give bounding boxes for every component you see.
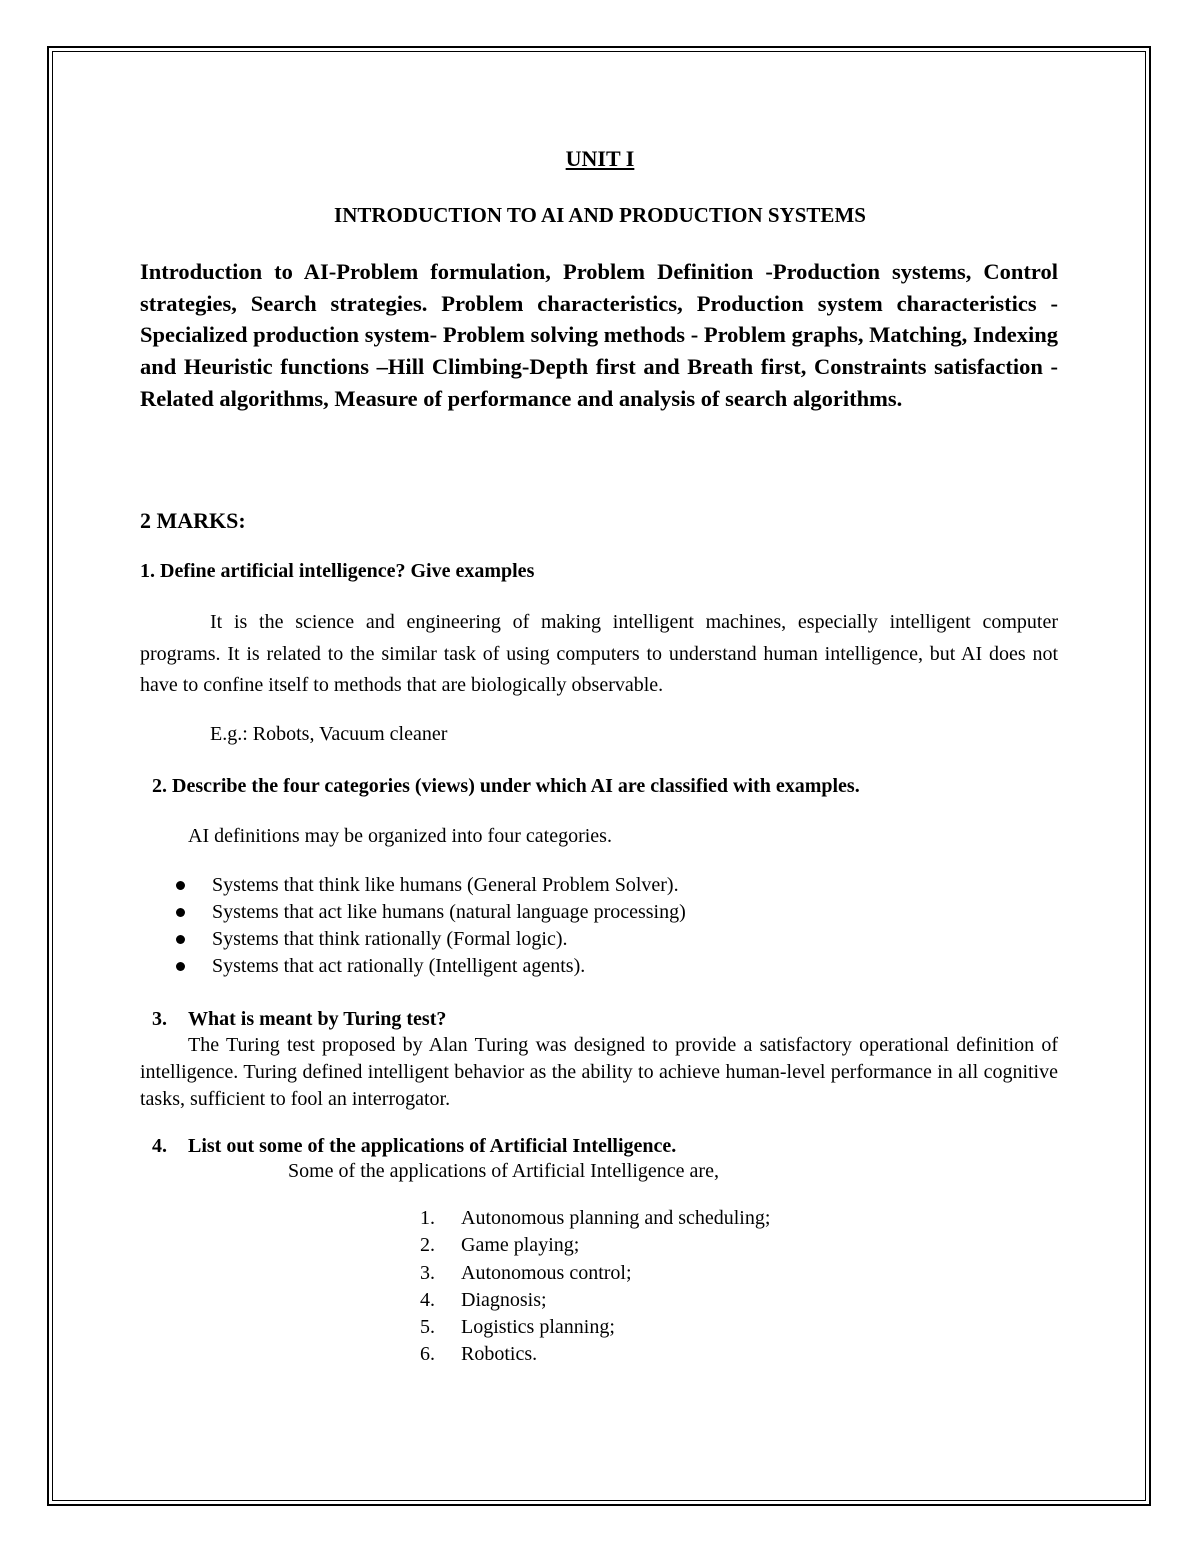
list-item: 1. Autonomous planning and scheduling;: [420, 1207, 771, 1229]
main-title: INTRODUCTION TO AI AND PRODUCTION SYSTEMS: [334, 203, 866, 227]
question-4-number: 4.: [152, 1135, 167, 1157]
list-item: 6. Robotics.: [420, 1343, 538, 1366]
bullet-icon: [176, 908, 185, 917]
list-item: 4. Diagnosis;: [420, 1288, 547, 1311]
answer-3: The Turing test proposed by Alan Turing was designed to provide a satisfactory operational definition of intelligence. Turing defined intelligent behavior as the ability to achieve human-level performance in all cognitive tasks, sufficient to fool an interrogator.: [140, 1034, 1058, 1110]
applications-list: [420, 1205, 770, 1369]
answer-1: It is the science and engineering of making intelligent machines, especially intelligent computer programs. It is related to the similar task of using computers to understand human intelligence, but AI does not have to confine itself to methods that are biologically observable.: [140, 611, 1058, 696]
list-item: Systems that think rationally (Formal logic).: [176, 926, 686, 953]
list-item: 3. Autonomous control;: [420, 1261, 632, 1284]
unit-title: UNIT I: [565, 146, 635, 171]
list-item: Systems that think like humans (General Problem Solver).: [176, 872, 686, 899]
answer-1-example: E.g.: Robots, Vacuum cleaner: [210, 723, 448, 745]
answer-2-intro: AI definitions may be organized into four categories.: [188, 825, 612, 847]
syllabus-paragraph: Introduction to AI-Problem formulation, Problem Definition -Production systems, Control strategies, Search strategies. Problem characteristics, Production system characteristics -Specialized production system- Problem solving methods - Problem graphs, Matching, Indexing and Heuristic functions –Hill Climbing-Depth first and Breath first, Constraints satisfaction - Related algorithms, Measure of performance and analysis of search algorithms.: [140, 259, 1058, 411]
list-item: 5. Logistics planning;: [420, 1316, 615, 1339]
question-4: List out some of the applications of Artificial Intelligence.: [188, 1135, 677, 1157]
bullet-icon: [176, 881, 185, 890]
list-item: Systems that act rationally (Intelligent agents).: [176, 953, 686, 980]
marks-heading: 2 MARKS:: [140, 508, 246, 533]
question-3: What is meant by Turing test?: [188, 1008, 447, 1030]
question-3-number: 3.: [152, 1008, 167, 1030]
question-1: 1. Define artificial intelligence? Give examples: [140, 560, 535, 582]
list-item: Systems that act like humans (natural language processing): [176, 899, 686, 926]
question-2: 2. Describe the four categories (views) under which AI are classified with examples.: [152, 775, 860, 797]
categories-list: [176, 872, 686, 980]
bullet-icon: [176, 962, 185, 971]
list-item: 2. Game playing;: [420, 1234, 580, 1257]
answer-4-intro: Some of the applications of Artificial Intelligence are,: [288, 1160, 719, 1182]
bullet-icon: [176, 935, 185, 944]
